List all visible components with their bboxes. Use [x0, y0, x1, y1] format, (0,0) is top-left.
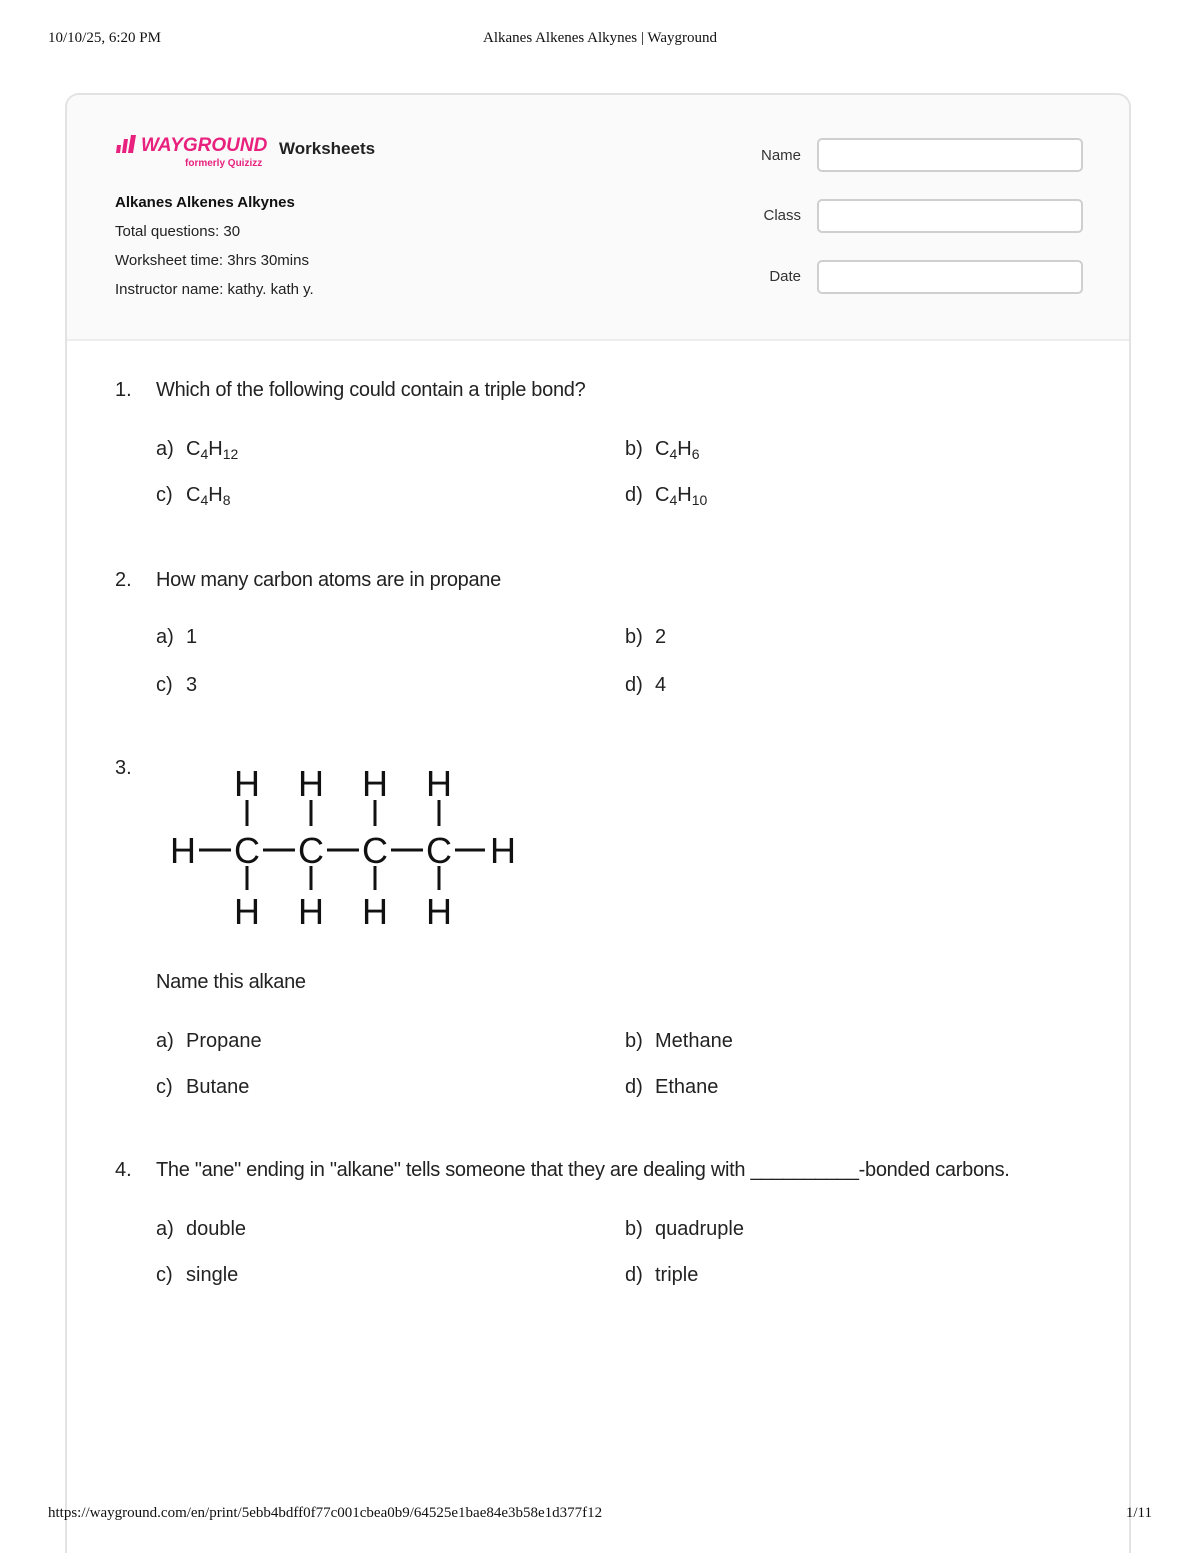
hydrogen-atom: H	[426, 891, 452, 930]
question-number: 2.	[115, 569, 132, 591]
print-url: https://wayground.com/en/print/5ebb4bdff0f77c001cbea0b9/64525e1bae84e3b58e1d377f12	[48, 1505, 603, 1521]
question-text: Name this alkane	[156, 971, 306, 993]
carbon-atom: C	[426, 830, 452, 871]
question-number: 3.	[115, 757, 132, 779]
question-number: 1.	[115, 379, 132, 401]
total-questions: Total questions: 30	[115, 223, 241, 240]
hydrogen-atom: H	[426, 763, 452, 804]
option-c: c) single	[156, 1264, 239, 1286]
worksheet-header	[67, 95, 1129, 341]
option-b: b) 2	[625, 626, 667, 648]
print-page-number: 1/11	[1125, 1505, 1152, 1521]
hydrogen-atom: H	[298, 763, 324, 804]
option-c: c) Butane	[156, 1076, 250, 1098]
carbon-atom: C	[298, 830, 324, 871]
option-c: c) $C_4H_8$	[156, 484, 231, 508]
date-field[interactable]	[817, 260, 1083, 294]
option-d: d) $C_4H_{10}$	[625, 484, 708, 508]
carbon-atom: C	[362, 830, 388, 871]
option-d: d) Ethane	[625, 1076, 719, 1098]
wayground-logo-icon	[115, 133, 275, 173]
option-b: b) quadruple	[625, 1218, 744, 1240]
option-a: a) double	[156, 1218, 247, 1240]
name-label: Name	[760, 147, 801, 164]
instructor-name: Instructor name: kathy. kath y.	[115, 281, 314, 298]
option-a: a) Propane	[156, 1030, 262, 1052]
logo-wordmark: WAYGROUND	[141, 135, 268, 156]
name-field[interactable]	[817, 138, 1083, 172]
worksheet-card	[65, 93, 1131, 1553]
question-text: How many carbon atoms are in propane	[156, 569, 501, 591]
brand	[115, 133, 415, 173]
worksheets-label: Worksheets	[279, 139, 376, 158]
class-label: Class	[763, 207, 801, 224]
carbon-atom: C	[234, 830, 260, 871]
hydrogen-atom: H	[362, 763, 388, 804]
hydrogen-atom: H	[170, 830, 196, 871]
option-c: c) 3	[156, 674, 198, 696]
option-a: a) 1	[156, 626, 198, 648]
question-text: The "ane" ending in "alkane" tells someone that they are dealing with __________-bonded carbons.	[156, 1159, 1010, 1181]
option-b: b) Methane	[625, 1030, 733, 1052]
date-label: Date	[769, 268, 801, 285]
class-field[interactable]	[817, 199, 1083, 233]
butane-structure-diagram	[167, 760, 527, 930]
option-d: d) triple	[625, 1264, 699, 1286]
question-text: Which of the following could contain a triple bond?	[156, 379, 586, 401]
option-b: b) $C_4H_6$	[625, 438, 700, 462]
logo-subtitle: formerly Quizizz	[185, 158, 263, 169]
print-datetime: 10/10/25, 6:20 PM	[48, 30, 161, 46]
worksheet-title: Alkanes Alkenes Alkynes	[115, 194, 295, 211]
question-number: 4.	[115, 1159, 132, 1181]
hydrogen-atom: H	[298, 891, 324, 930]
hydrogen-atom: H	[234, 763, 260, 804]
print-page-title: Alkanes Alkenes Alkynes | Wayground	[483, 30, 717, 46]
worksheet-time: Worksheet time: 3hrs 30mins	[115, 252, 309, 269]
hydrogen-atom: H	[362, 891, 388, 930]
option-a: a) $C_4H_{12}$	[156, 438, 239, 462]
hydrogen-atom: H	[234, 891, 260, 930]
hydrogen-atom: H	[490, 830, 516, 871]
atoms	[170, 763, 516, 930]
option-d: d) 4	[625, 674, 667, 696]
